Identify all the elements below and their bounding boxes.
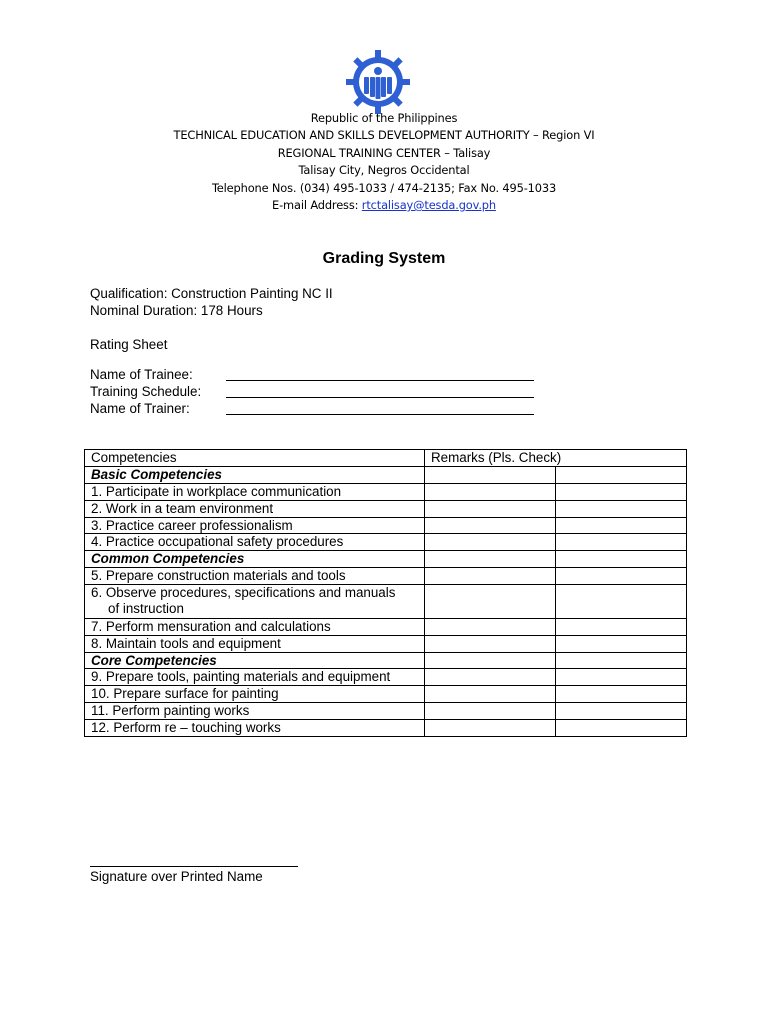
remarks-header: Remarks (Pls. Check) [425, 450, 687, 467]
header-line-5: Telephone Nos. (034) 495-1033 / 474-2135; Fax No. 495-1033 [211, 180, 557, 195]
table-header-row [85, 450, 687, 467]
competency-text: 9. Prepare tools, painting materials and equipment [91, 669, 391, 685]
signature-line[interactable] [90, 866, 298, 867]
table-row [85, 568, 687, 585]
remarks-check-cell[interactable] [425, 635, 556, 652]
remarks-check-cell[interactable] [425, 652, 556, 669]
competency-text: Common Competencies [91, 551, 245, 567]
competency-label [85, 703, 425, 720]
trainer-field [90, 401, 226, 416]
tesda-logo [346, 50, 410, 114]
remarks-check-cell[interactable] [425, 517, 556, 534]
table-row [85, 618, 687, 635]
email-line [0, 197, 768, 214]
remarks-check-cell[interactable] [425, 720, 556, 737]
competency-text: 3. Practice career professionalism [91, 517, 293, 533]
remarks-check-cell[interactable] [556, 686, 687, 703]
competency-text: 12. Perform re – touching works [91, 720, 281, 736]
competency-text: 8. Maintain tools and equipment [91, 635, 281, 651]
table-row [85, 500, 687, 517]
remarks-check-cell[interactable] [556, 720, 687, 737]
trainer-label: Name of Trainer: [90, 401, 190, 416]
competency-label [85, 618, 425, 635]
header-line-1: Republic of the Philippines [310, 111, 458, 125]
remarks-check-cell[interactable] [556, 534, 687, 551]
remarks-check-cell[interactable] [556, 669, 687, 686]
category-label [85, 652, 425, 669]
remarks-check-cell[interactable] [425, 686, 556, 703]
remarks-check-cell[interactable] [425, 500, 556, 517]
remarks-check-cell[interactable] [556, 635, 687, 652]
category-label [85, 551, 425, 568]
page-title: Grading System [322, 250, 446, 267]
table-row [85, 483, 687, 500]
category-row [85, 466, 687, 483]
table-row [85, 635, 687, 652]
trainee-field [90, 367, 226, 382]
header-line-3: REGIONAL TRAINING CENTER – Talisay [277, 145, 491, 160]
remarks-check-cell[interactable] [425, 534, 556, 551]
competency-label [85, 720, 425, 737]
table-row [85, 703, 687, 720]
competency-label [85, 483, 425, 500]
competencies-header: Competencies [85, 450, 425, 467]
table-row [85, 686, 687, 703]
remarks-check-cell[interactable] [556, 703, 687, 720]
category-row [85, 551, 687, 568]
competency-text: 2. Work in a team environment [91, 500, 274, 516]
remarks-check-cell[interactable] [556, 652, 687, 669]
competency-label [85, 500, 425, 517]
schedule-field [90, 384, 226, 399]
remarks-check-cell[interactable] [556, 551, 687, 568]
signature-label: Signature over Printed Name [90, 869, 263, 884]
table-row [85, 669, 687, 686]
table-row [85, 720, 687, 737]
competency-text: 1. Participate in workplace communication [91, 483, 342, 499]
remarks-check-cell[interactable] [425, 483, 556, 500]
remarks-check-cell[interactable] [556, 585, 687, 619]
category-label [85, 466, 425, 483]
remarks-check-cell[interactable] [425, 669, 556, 686]
competency-text: 4. Practice occupational safety procedures [91, 534, 344, 550]
competency-text: 5. Prepare construction materials and tools [91, 568, 346, 584]
competency-text: 10. Prepare surface for painting [91, 686, 279, 702]
competency-label [85, 534, 425, 551]
table-row [85, 534, 687, 551]
remarks-check-cell[interactable] [425, 585, 556, 619]
remarks-check-cell[interactable] [556, 517, 687, 534]
trainee-label: Name of Trainee: [90, 367, 193, 382]
nominal-duration: Nominal Duration: 178 Hours [90, 303, 263, 318]
letterhead [0, 110, 768, 214]
qualification: Qualification: Construction Painting NC II [90, 286, 333, 301]
trainer-blank[interactable] [226, 414, 534, 415]
table-row [85, 585, 687, 619]
competency-label [85, 635, 425, 652]
remarks-check-cell[interactable] [425, 703, 556, 720]
competency-text: 7. Perform mensuration and calculations [91, 618, 331, 634]
competency-label [85, 568, 425, 585]
competencies-table [84, 449, 687, 737]
competency-text: Core Competencies [91, 652, 217, 668]
remarks-check-cell[interactable] [556, 568, 687, 585]
competency-text: Basic Competencies [91, 466, 222, 482]
competency-text-continued: of instruction [108, 601, 184, 617]
competency-text: 6. Observe procedures, specifications and manuals [91, 585, 396, 601]
schedule-label: Training Schedule: [90, 384, 202, 399]
competency-label [85, 517, 425, 534]
table-row [85, 517, 687, 534]
remarks-check-cell[interactable] [556, 483, 687, 500]
trainee-blank[interactable] [226, 380, 534, 381]
remarks-check-cell[interactable] [425, 466, 556, 483]
remarks-check-cell[interactable] [425, 618, 556, 635]
header-line-4: Talisay City, Negros Occidental [298, 163, 470, 178]
competency-label [85, 669, 425, 686]
remarks-check-cell[interactable] [425, 568, 556, 585]
remarks-check-cell[interactable] [556, 618, 687, 635]
email-label: E-mail Address: [272, 198, 362, 213]
competency-label [85, 585, 425, 619]
rating-sheet-label: Rating Sheet [90, 337, 168, 352]
remarks-check-cell[interactable] [556, 500, 687, 517]
category-row [85, 652, 687, 669]
header-line-2: TECHNICAL EDUCATION AND SKILLS DEVELOPMENT AUTHORITY – Region VI [173, 128, 595, 143]
schedule-blank[interactable] [226, 397, 534, 398]
competency-label [85, 686, 425, 703]
remarks-check-cell[interactable] [425, 551, 556, 568]
competency-text: 11. Perform painting works [91, 703, 250, 719]
remarks-check-cell[interactable] [556, 466, 687, 483]
email-link[interactable]: rtctalisay@tesda.gov.ph [361, 198, 496, 213]
